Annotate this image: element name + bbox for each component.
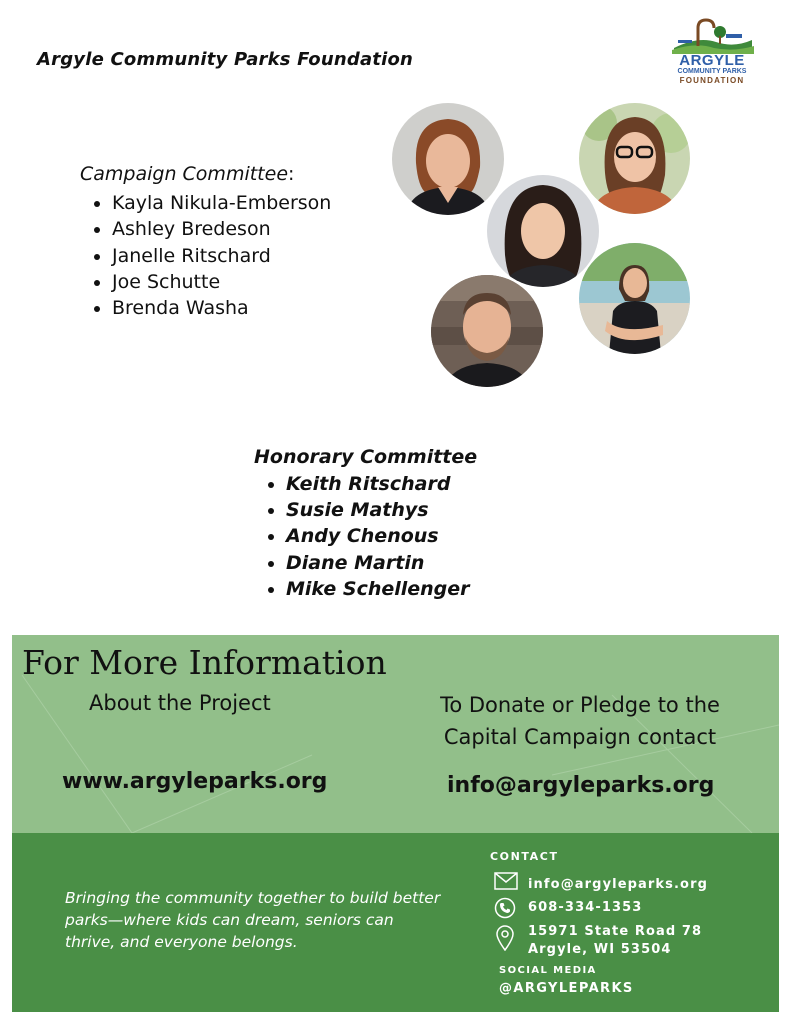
campaign-committee-title [80,163,294,185]
location-pin-icon [496,925,514,955]
logo-word-foundation: FOUNDATION [679,76,745,85]
honorary-member-list [266,471,470,602]
donate-email-link[interactable]: info@argyleparks.org [447,773,715,798]
honorary-committee-title: Honorary Committee [254,446,478,468]
tagline-line-2: parks—where kids can dream, seniors can [65,911,394,929]
tagline [65,887,470,953]
campaign-member-list [92,190,331,321]
info-title: For More Information [22,643,387,682]
portrait-woman-1 [392,103,504,215]
campaign-member: • Kayla Nikula-Emberson [112,190,331,216]
contact-heading: CONTACT [490,850,559,863]
address-line-2: Argyle, WI 53504 [528,942,672,957]
contact-phone[interactable]: 608-334-1353 [528,900,643,915]
portrait-woman-4 [579,243,690,354]
logo-word-argyle: ARGYLE [679,52,745,69]
portrait-woman-3 [487,175,599,287]
donate-line-2: Capital Campaign contact [443,725,717,749]
campaign-member: • Ashley Bredeson [112,216,331,242]
donate-line-1: To Donate or Pledge to the [440,693,720,717]
org-name: Argyle Community Parks Foundation [37,49,414,70]
honorary-member: • Diane Martin [286,550,470,576]
honorary-member: • Mike Schellenger [286,576,470,602]
foundation-logo [668,18,756,86]
honorary-member: • Keith Ritschard [286,471,470,497]
campaign-member: • Brenda Washa [112,295,331,321]
social-handle[interactable]: @ARGYLEPARKS [499,981,634,996]
address-line-1: 15971 State Road 78 [528,924,703,939]
logo-emblem [668,18,756,54]
campaign-title-colon: : [288,163,295,185]
about-project-label: About the Project [89,691,271,715]
donate-label [410,689,750,753]
tagline-line-3: thrive, and everyone belongs. [65,933,298,951]
contact-email[interactable]: info@argyleparks.org [528,877,708,892]
social-media-heading: SOCIAL MEDIA [499,965,597,976]
campaign-title-text: Campaign Committee [80,163,289,185]
portrait-woman-2 [579,103,690,214]
campaign-member: • Joe Schutte [112,269,331,295]
honorary-member: • Susie Mathys [286,497,470,523]
website-link[interactable]: www.argyleparks.org [62,769,328,794]
contact-address [528,923,702,959]
logo-word-community-parks: COMMUNITY PARKS [677,68,747,75]
tagline-line-1: Bringing the community together to build better [65,889,441,907]
mail-icon [494,872,518,894]
campaign-member: • Janelle Ritschard [112,243,331,269]
phone-icon [494,897,516,923]
honorary-member: • Andy Chenous [286,523,470,549]
portrait-man [431,275,543,387]
